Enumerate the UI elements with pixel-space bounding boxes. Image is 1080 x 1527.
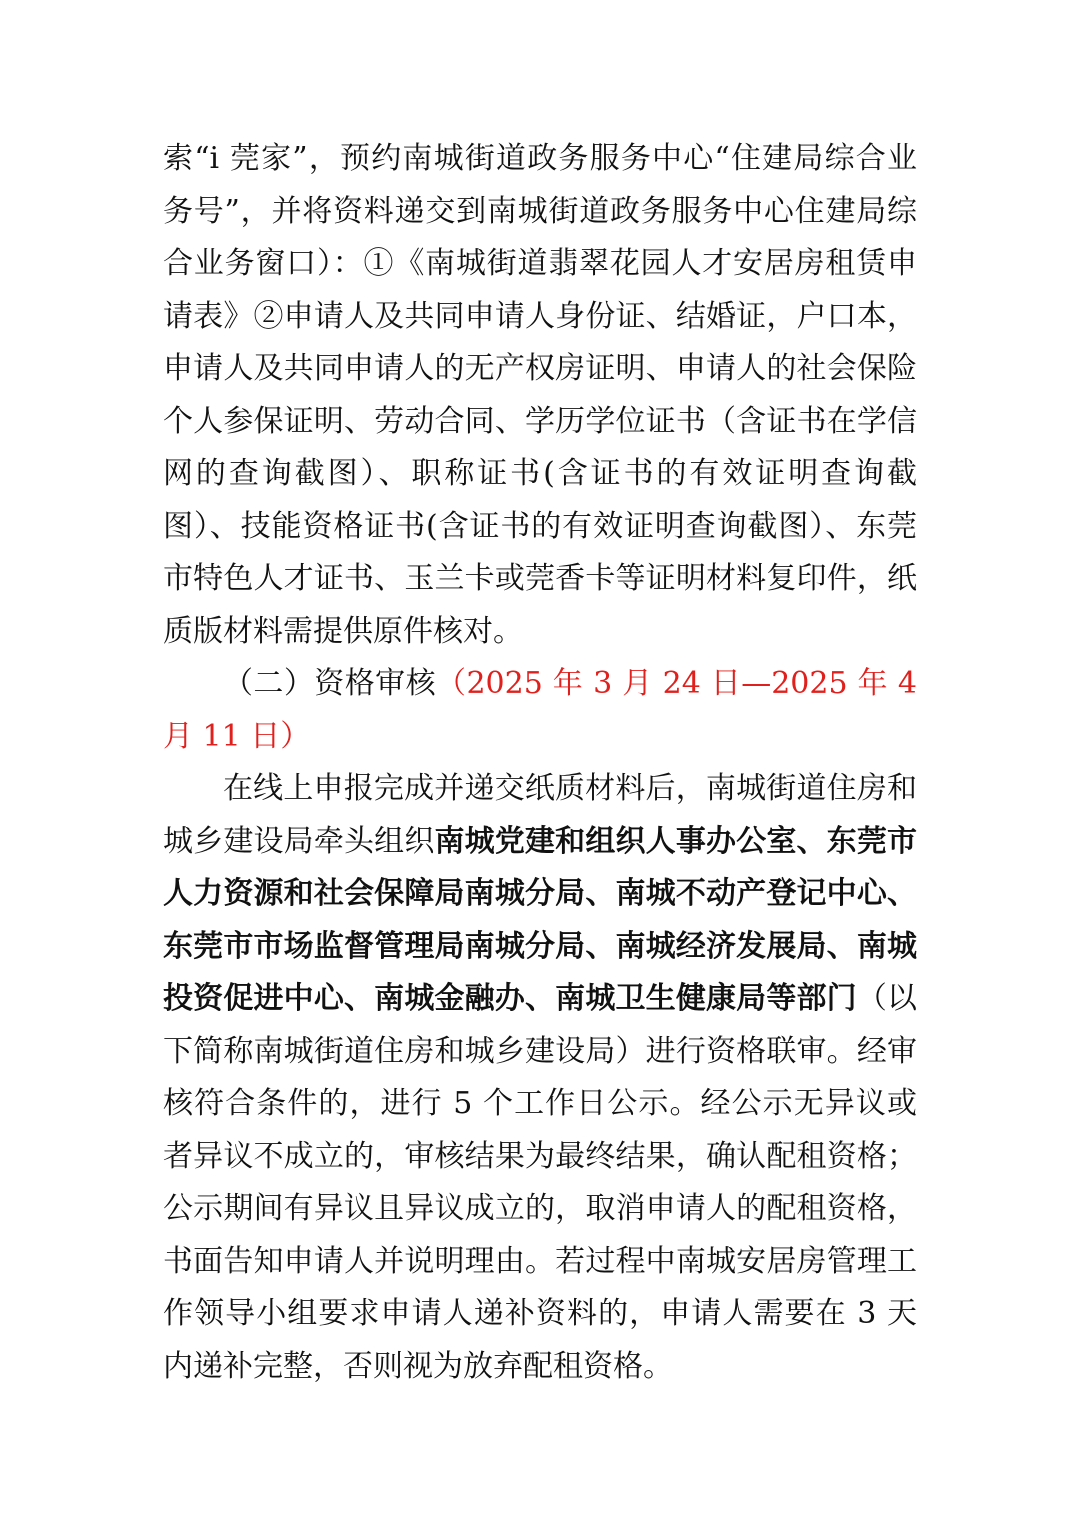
section-heading	[163, 658, 917, 763]
review-process-details: （以下简称南城街道住房和城乡建设局）进行资格联审。经审核符合条件的，进行 5 个工作日公示。经公示无异议或者异议不成立的，审核结果为最终结果，确认配租资格；公示期间有异议且异议成立的，取消申请人的配租资格，书面告知申请人并说明理由。若过程中南城安居房管理工作领导小组要求申请人递补资料的，申请人需要在 3 天内递补完整，否则视为放弃配租资格。	[163, 981, 918, 1384]
review-process-paragraph	[163, 763, 917, 1393]
document-page	[163, 133, 917, 1393]
review-process-intro: 在线上申报完成并递交纸质材料后，南城街道住房和城乡建设局牵头组织	[163, 771, 917, 859]
review-departments-list: 南城党建和组织人事办公室、东莞市人力资源和社会保障局南城分局、南城不动产登记中心、东莞市市场监督管理局南城分局、南城经济发展局、南城投资促进中心、南城金融办、南城卫生健康局等部门	[163, 823, 917, 1016]
section-date-range: （2025 年 3 月 24 日—2025 年 4 月 11 日）	[163, 666, 918, 754]
application-materials-paragraph: 索“i 莞家”，预约南城街道政务服务中心“住建局综合业务号”，并将资料递交到南城街道政务服务中心住建局综合业务窗口）：①《南城街道翡翠花园人才安居房租赁申请表》②申请人及共同申请人身份证、结婚证，户口本，申请人及共同申请人的无产权房证明、申请人的社会保险个人参保证明、劳动合同、学历学位证书（含证书在学信网的查询截图）、职称证书(含证书的有效证明查询截图）、技能资格证书(含证书的有效证明查询截图）、东莞市特色人才证书、玉兰卡或莞香卡等证明材料复印件，纸质版材料需提供原件核对。	[163, 141, 917, 649]
section-heading-label: （二）资格审核	[223, 666, 437, 701]
